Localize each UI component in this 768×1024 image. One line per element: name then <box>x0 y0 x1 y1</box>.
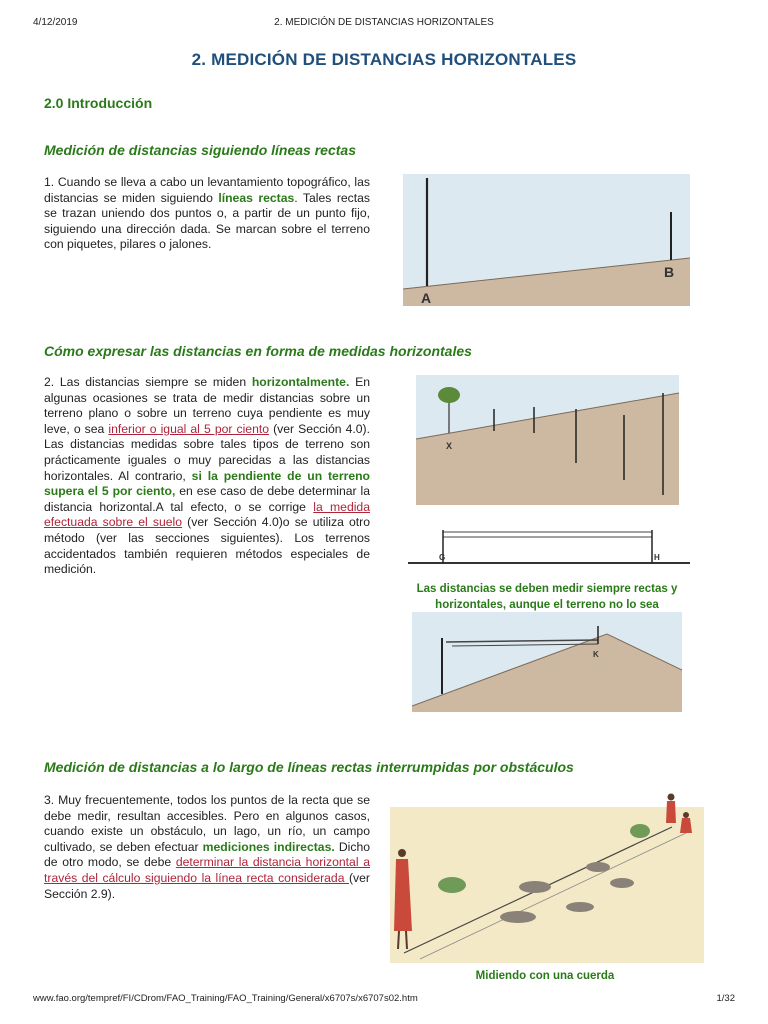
section3-figure-caption: Midiendo con una cuerda <box>475 970 615 982</box>
section3-heading: Medición de distancias a lo largo de líneas rectas interrumpidas por obstáculos <box>44 759 574 775</box>
figure-slope-stakes <box>416 375 679 505</box>
section3-text-d: (ver Sección 2.9). <box>44 870 370 901</box>
figure-straight-line-stakes <box>403 174 690 306</box>
page-title: 2. MEDICIÓN DE DISTANCIAS HORIZONTALES <box>191 50 577 69</box>
section1-text-c: . Tales rectas se trazan uniendo dos puntos o, a partir de un punto fijo, siguiendo una dirección dada. Se marcan sobre el terreno con piquetes, pilares o jalones. <box>44 190 371 252</box>
footer-page-number: 1/32 <box>716 993 735 1004</box>
section2-paragraph <box>44 375 370 578</box>
footer-url: www.fao.org/tempref/FI/CDrom/FAO_Training/FAO_Training/General/x6707s/x6707s02.htm <box>33 993 418 1004</box>
section2-emphasis-1: horizontalmente. <box>251 375 350 389</box>
point-x-label: X <box>446 441 453 451</box>
figure-horizontal-measure-slope <box>412 612 682 712</box>
point-h-label: H <box>654 553 660 562</box>
point-b-label: B <box>664 264 675 280</box>
point-k-label: K <box>593 650 599 659</box>
section2-text-f: en ese caso de debe determinar la distancia horizontal.A tal efecto, o se corrige <box>44 484 370 514</box>
link-ground-measurement[interactable]: la medida efectuada sobre el suelo <box>44 499 370 530</box>
print-header-title: 2. MEDICIÓN DE DISTANCIAS HORIZONTALES <box>274 17 494 28</box>
point-g-label: G <box>439 553 446 562</box>
section2-text-g: (ver Sección 4.0)o se utiliza otro método (ver las secciones siguientes). Los terrenos accidentados también requieren métodos especiales de medición. <box>44 515 370 577</box>
section1-heading: Medición de distancias siguiendo líneas rectas <box>44 142 356 158</box>
figure-horizontal-measure-flat <box>408 525 690 573</box>
section3-emphasis: mediciones indirectas. <box>202 839 335 854</box>
section2-emphasis-2: si la pendiente de un terreno supera el 5 por ciento, <box>44 468 370 499</box>
link-slope-5-percent[interactable]: inferior o igual al 5 por ciento <box>108 421 270 436</box>
section1-text-a: 1. Cuando se lleva a cabo un levantamiento topográfico, las distancias se miden siguiendo <box>44 175 370 205</box>
intro-heading: 2.0 Introducción <box>44 95 153 111</box>
figure-measuring-with-rope <box>390 793 704 963</box>
section2-text-d: (ver Sección 4.0). Las distancias medidas sobre tales tipos de terreno son prácticamente iguales o muy parecidas a las distancias horizontales. Al contrario, <box>44 421 370 483</box>
print-date: 4/12/2019 <box>33 17 78 28</box>
section1-paragraph <box>44 175 370 253</box>
section2-figure-caption: Las distancias se deben medir siempre rectas y horizontales, aunque el terreno no lo sea <box>416 583 678 611</box>
section2-heading: Cómo expresar las distancias en forma de medidas horizontales <box>44 343 472 359</box>
section2-text-c: En algunas ocasiones se trata de medir distancias sobre un terreno plano o sobre un terreno cuya pendiente es muy leve, o sea <box>44 375 370 436</box>
section2-text-a: 2. Las distancias siempre se miden <box>44 375 252 389</box>
section3-text-a: 3. Muy frecuentemente, todos los puntos de la recta que se debe medir, resultan accesibles. Pero en algunos casos, cuando existe un obstáculo, un lago, un río, un campo cultivado, se deben efectuar <box>44 793 370 854</box>
link-calculated-distance[interactable]: determinar la distancia horizontal a través del cálculo siguiendo la línea recta considerada <box>44 855 370 885</box>
section1-emphasis: líneas rectas <box>218 190 295 205</box>
point-a-label: A <box>421 290 432 306</box>
section3-text-c: Dicho de otro modo, se debe <box>44 839 370 870</box>
section3-paragraph <box>44 793 370 902</box>
